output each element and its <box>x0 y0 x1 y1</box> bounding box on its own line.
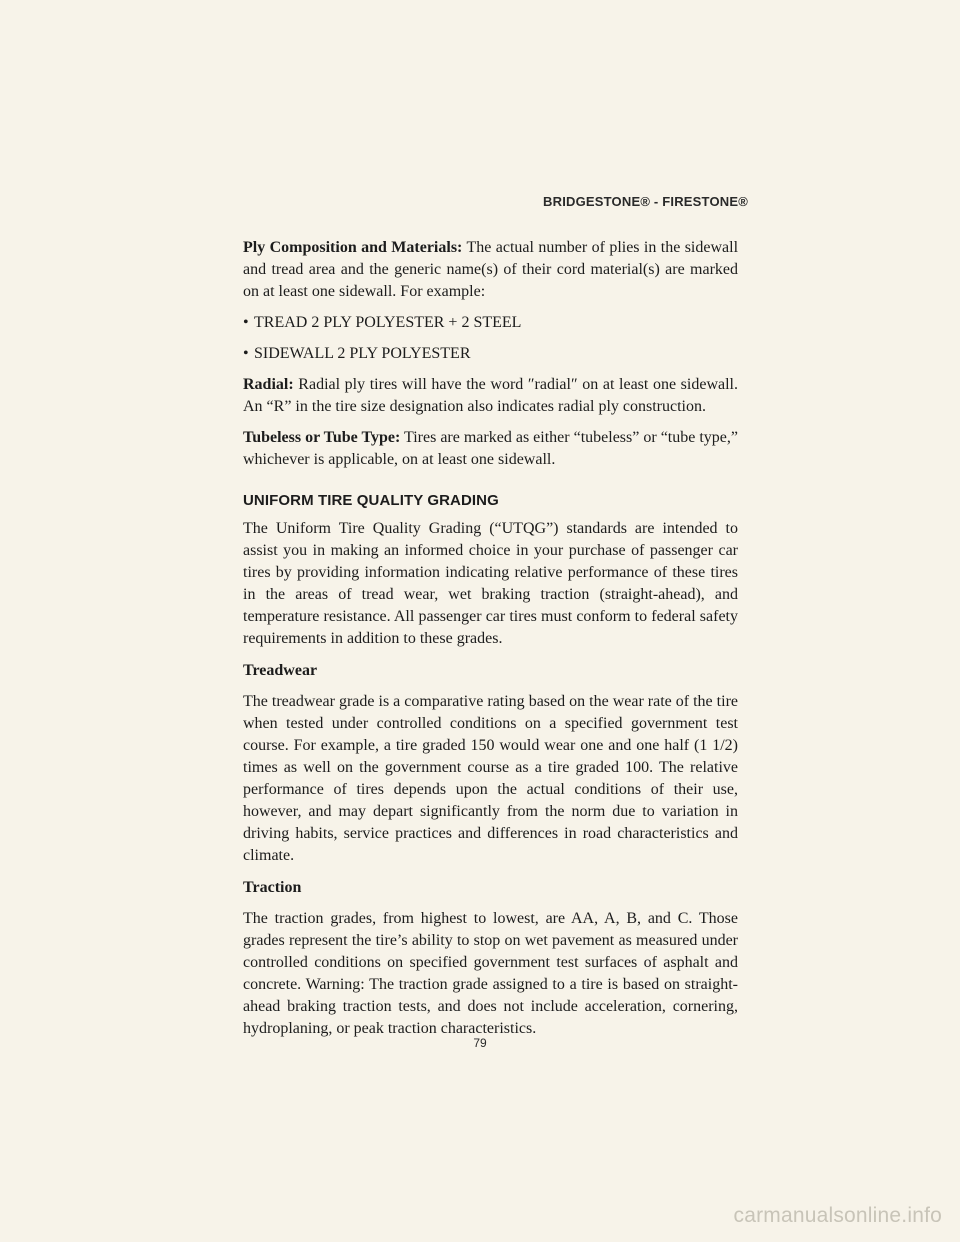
radial-term: Radial: <box>243 376 294 393</box>
watermark: carmanualsonline.info <box>733 1204 942 1227</box>
tubeless-paragraph <box>243 427 738 471</box>
ply-paragraph <box>243 237 738 303</box>
treadwear-paragraph: The treadwear grade is a comparative rating based on the wear rate of the tire when tested under controlled conditions on a specified government test course. For example, a tire graded 150 would wear one and one half (1 1/2) times as well on the government course as a tire graded 100. The relative performance of tires depends upon the actual conditions of their use, however, and may depart significantly from the norm due to variation in driving habits, service practices and differences in road characteristics and climate. <box>243 693 738 864</box>
ply-term: Ply Composition and Materials: <box>243 239 463 256</box>
bullet-item-sidewall <box>243 343 738 365</box>
page-content <box>243 237 738 1049</box>
bullet-icon: • <box>243 314 249 331</box>
radial-paragraph <box>243 374 738 418</box>
subheading-treadwear: Treadwear <box>243 662 318 679</box>
bullet-icon: • <box>243 345 249 362</box>
section-heading-utqg: UNIFORM TIRE QUALITY GRADING <box>243 492 499 509</box>
bullet-text: TREAD 2 PLY POLYESTER + 2 STEEL <box>254 314 522 331</box>
tubeless-term: Tubeless or Tube Type: <box>243 429 401 446</box>
bullet-item-tread <box>243 312 738 334</box>
tubeless-text: Tires are marked as either “tubeless” or “tube type,” whichever is applicable, on at least one sidewall. <box>243 429 738 468</box>
traction-paragraph: The traction grades, from highest to lowest, are AA, A, B, and C. Those grades represent the tire’s ability to stop on wet pavement as measured under controlled conditions on specified government test surfaces of asphalt and concrete. Warning: The traction grade assigned to a tire is based on straight-ahead braking traction tests, and does not include acceleration, cornering, hydroplaning, or peak traction characteristics. <box>243 910 738 1037</box>
subheading-traction: Traction <box>243 879 302 896</box>
utqg-paragraph: The Uniform Tire Quality Grading (“UTQG”) standards are intended to assist you in making an informed choice in your purchase of passenger car tires by providing information indicating relative performance of these tires in the areas of tread wear, wet braking traction (straight-ahead), and temperature resistance. All passenger car tires must conform to federal safety requirements in addition to these grades. <box>243 520 738 647</box>
page-header: BRIDGESTONE® - FIRESTONE® <box>543 194 748 209</box>
radial-text: Radial ply tires will have the word ″radial″ on at least one sidewall. An “R” in the tire size designation also indicates radial ply construction. <box>243 376 739 415</box>
bullet-text: SIDEWALL 2 PLY POLYESTER <box>254 345 471 362</box>
ply-text: The actual number of plies in the sidewall and tread area and the generic name(s) of their cord material(s) are marked on at least one sidewall. For example: <box>243 239 739 300</box>
page-number: 79 <box>473 1036 487 1050</box>
